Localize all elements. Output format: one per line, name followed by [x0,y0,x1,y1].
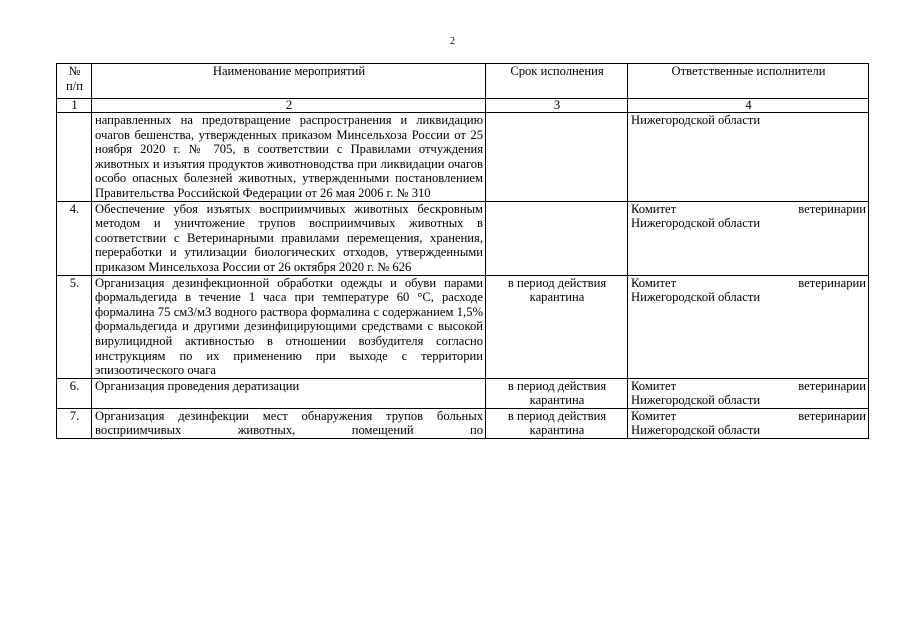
row-deadline [486,201,628,275]
responsible-line: Комитет ветеринарии [631,378,866,393]
row-measure: Обеспечение убоя изъятых восприимчивых животных бескровным методом и уничтожение трупов восприимчивых животных в соответствии с Ветеринарными правилами перемещения, хранения, переработки и утилизации биологических отходов, утвержденными приказом Минсельхоза России от 26 октября 2020 г. № 626 [92,201,486,275]
header-number: № п/п [57,64,92,99]
table-row [57,378,869,408]
table-row [57,408,869,438]
row-responsible [628,201,869,275]
table-row [57,275,869,378]
table-header-row [57,64,869,99]
responsible-line: Комитет ветеринарии [631,275,866,290]
column-numbers-row [57,99,869,113]
column-number: 4 [628,99,869,113]
row-deadline: в период действия карантина [486,408,628,438]
column-number: 1 [57,99,92,113]
responsible-line: Комитет ветеринарии [631,408,866,423]
row-index: 7. [57,408,92,438]
row-measure: Организация проведения дератизации [92,378,486,408]
responsible-line: Нижегородской области [631,393,761,408]
row-responsible [628,275,869,378]
row-deadline: в период действия карантина [486,275,628,378]
row-index: 4. [57,201,92,275]
table-row [57,201,869,275]
row-index: 5. [57,275,92,378]
row-measure: Организация дезинфекции мест обнаружения трупов больных восприимчивых животных, помещений по [92,408,486,438]
page-number: 2 [450,36,455,47]
table-row [57,113,869,202]
responsible-line: Нижегородской области [631,423,761,438]
header-responsible: Ответственные исполнители [628,64,869,99]
header-deadline: Срок исполнения [486,64,628,99]
responsible-line: Нижегородской области [631,290,761,305]
column-number: 2 [92,99,486,113]
row-measure: направленных на предотвращение распространения и ликвидацию очагов бешенства, утвержденных приказом Минсельхоза России от 25 ноября 2020 г. № 705, в соответствии с Правилами отчуждения животных и изъятия продуктов животноводства при ликвидации очагов особо опасных болезней животных, утвержденными постановлением Правительства Российской Федерации от 26 мая 2006 г. № 310 [92,113,486,202]
responsible-line: Нижегородской области [631,216,761,231]
row-responsible [628,113,869,202]
column-number: 3 [486,99,628,113]
responsible-line: Нижегородской области [631,113,761,127]
row-index: 6. [57,378,92,408]
row-measure: Организация дезинфекционной обработки одежды и обуви парами формальдегида в течение 1 часа при температуре 60 °С, расходе формалина 75 см3/м3 водного раствора формалина с содержанием 1,5% формальдегида и другими дезинфицирующими средствами с высокой вирулицидной активностью в отношении возбудителя согласно инструкциям по их применению при выходе с территории эпизоотического очага [92,275,486,378]
row-responsible [628,408,869,438]
row-index [57,113,92,202]
row-deadline [486,113,628,202]
header-measures: Наименование мероприятий [92,64,486,99]
row-deadline: в период действия карантина [486,378,628,408]
measures-table [56,63,869,439]
responsible-line: Комитет ветеринарии [631,201,866,216]
row-responsible [628,378,869,408]
